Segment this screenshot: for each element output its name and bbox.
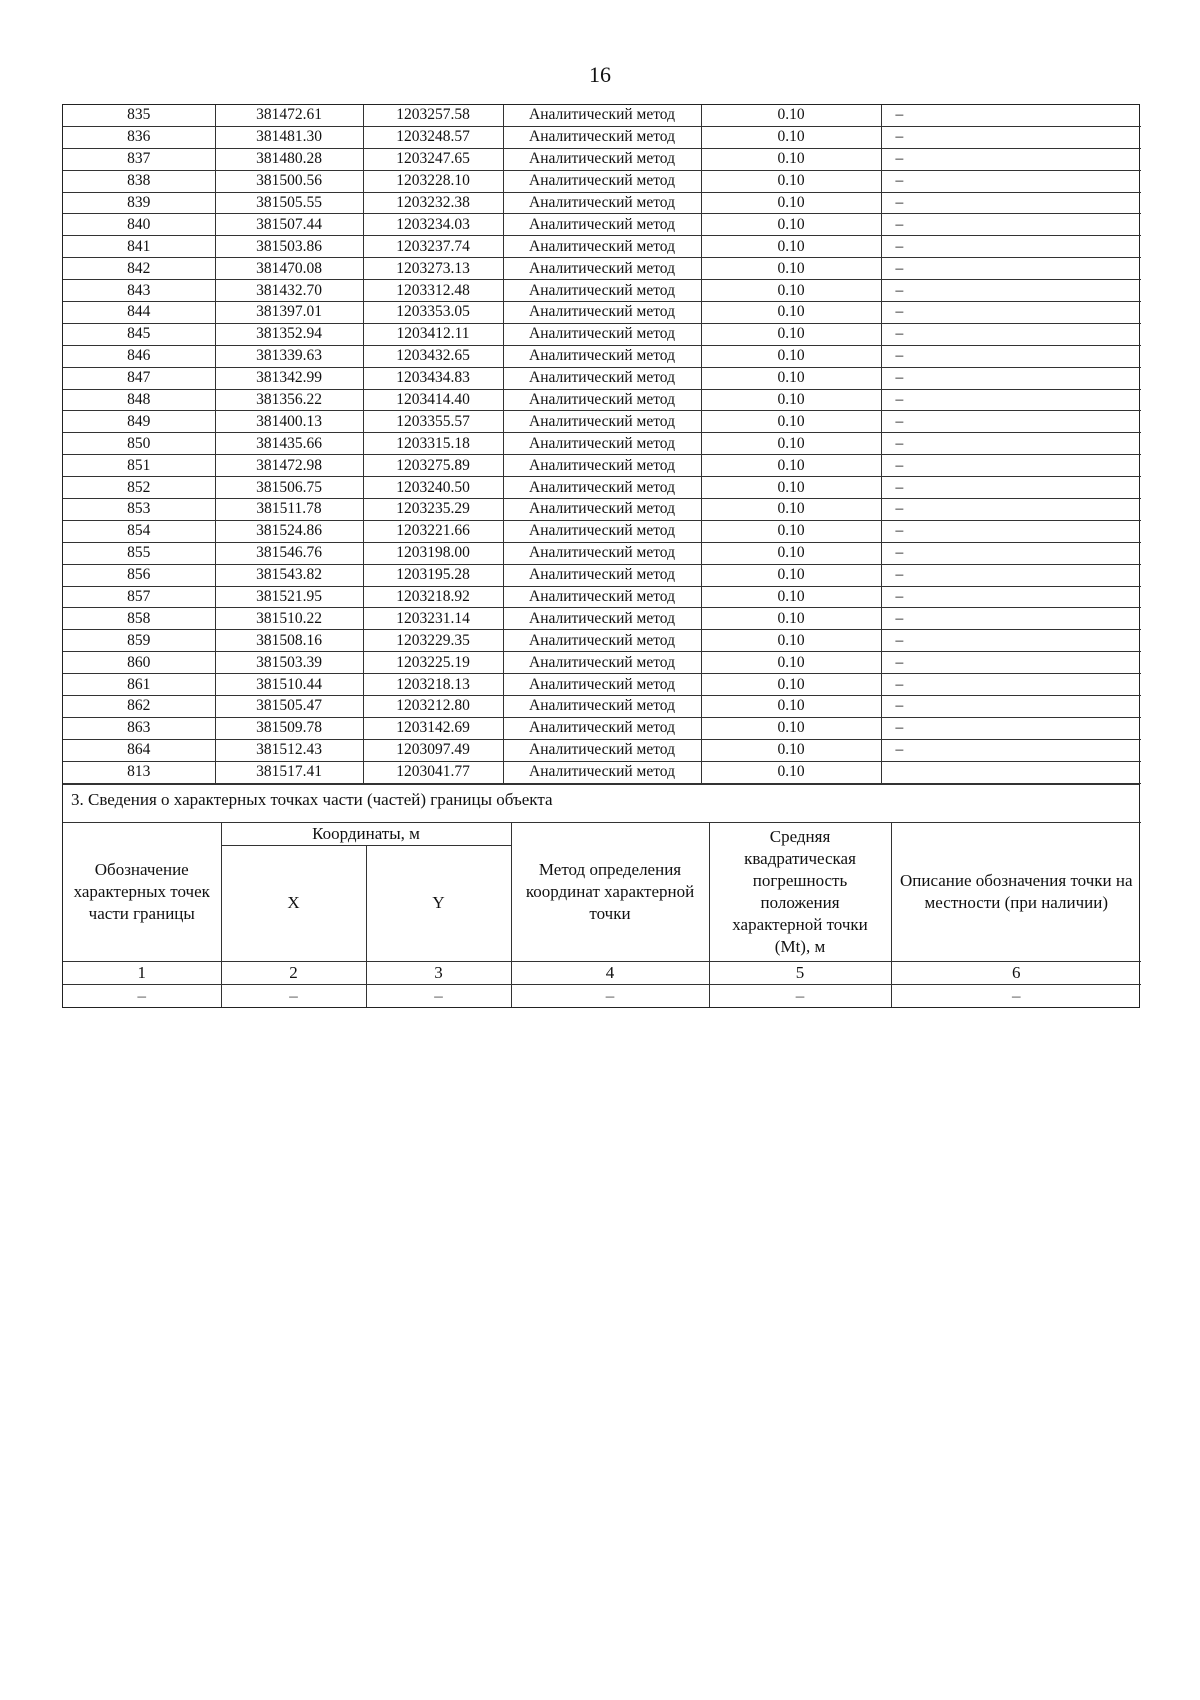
table-row	[63, 214, 1141, 236]
method-cell: Аналитический метод	[503, 564, 701, 586]
table-row	[63, 652, 1141, 674]
method-cell: Аналитический метод	[503, 477, 701, 499]
method-cell: Аналитический метод	[503, 323, 701, 345]
description-cell: –	[881, 258, 1141, 280]
header-coordinates: Координаты, м	[221, 822, 511, 845]
point-number-cell: 846	[63, 345, 215, 367]
method-cell: Аналитический метод	[503, 630, 701, 652]
table-row	[63, 564, 1141, 586]
method-cell: Аналитический метод	[503, 389, 701, 411]
y-coordinate-cell: 1203240.50	[363, 477, 503, 499]
method-cell: Аналитический метод	[503, 258, 701, 280]
point-number-cell: 863	[63, 717, 215, 739]
method-cell: Аналитический метод	[503, 214, 701, 236]
y-coordinate-cell: 1203312.48	[363, 280, 503, 302]
column-number: 2	[221, 961, 366, 984]
table-row	[63, 258, 1141, 280]
point-number-cell: 852	[63, 477, 215, 499]
error-cell: 0.10	[701, 192, 881, 214]
method-cell: Аналитический метод	[503, 170, 701, 192]
description-cell: –	[881, 302, 1141, 324]
table-row	[63, 433, 1141, 455]
table-row	[63, 674, 1141, 696]
x-coordinate-cell: 381480.28	[215, 148, 363, 170]
error-cell: 0.10	[701, 389, 881, 411]
page-number: 16	[589, 62, 611, 87]
x-coordinate-cell: 381505.55	[215, 192, 363, 214]
error-cell: 0.10	[701, 674, 881, 696]
point-number-cell: 862	[63, 696, 215, 718]
table-row	[63, 586, 1141, 608]
method-cell: Аналитический метод	[503, 696, 701, 718]
error-cell: 0.10	[701, 455, 881, 477]
x-coordinate-cell: 381481.30	[215, 126, 363, 148]
x-coordinate-cell: 381517.41	[215, 761, 363, 783]
description-cell: –	[881, 280, 1141, 302]
table-row	[63, 696, 1141, 718]
description-cell: –	[881, 717, 1141, 739]
y-coordinate-cell: 1203234.03	[363, 214, 503, 236]
y-coordinate-cell: 1203434.83	[363, 367, 503, 389]
y-coordinate-cell: 1203315.18	[363, 433, 503, 455]
empty-cell: –	[366, 984, 511, 1007]
x-coordinate-cell: 381506.75	[215, 477, 363, 499]
y-coordinate-cell: 1203198.00	[363, 542, 503, 564]
description-cell: –	[881, 739, 1141, 761]
description-cell: –	[881, 564, 1141, 586]
error-cell: 0.10	[701, 696, 881, 718]
y-coordinate-cell: 1203218.13	[363, 674, 503, 696]
description-cell: –	[881, 367, 1141, 389]
x-coordinate-cell: 381508.16	[215, 630, 363, 652]
table-row	[63, 389, 1141, 411]
method-cell: Аналитический метод	[503, 520, 701, 542]
x-coordinate-cell: 381339.63	[215, 345, 363, 367]
empty-cell: –	[511, 984, 709, 1007]
error-cell: 0.10	[701, 630, 881, 652]
error-cell: 0.10	[701, 652, 881, 674]
point-number-cell: 836	[63, 126, 215, 148]
point-number-cell: 851	[63, 455, 215, 477]
description-cell: –	[881, 389, 1141, 411]
table-row	[63, 761, 1141, 783]
description-cell: –	[881, 345, 1141, 367]
y-coordinate-cell: 1203229.35	[363, 630, 503, 652]
error-cell: 0.10	[701, 148, 881, 170]
y-coordinate-cell: 1203218.92	[363, 586, 503, 608]
header-method: Метод определения координат характерной точки	[511, 822, 709, 961]
error-cell: 0.10	[701, 477, 881, 499]
table-row	[63, 192, 1141, 214]
method-cell: Аналитический метод	[503, 367, 701, 389]
point-number-cell: 857	[63, 586, 215, 608]
description-cell: –	[881, 192, 1141, 214]
table-row	[63, 323, 1141, 345]
x-coordinate-cell: 381500.56	[215, 170, 363, 192]
point-number-cell: 855	[63, 542, 215, 564]
point-number-cell: 849	[63, 411, 215, 433]
point-number-cell: 838	[63, 170, 215, 192]
point-number-cell: 861	[63, 674, 215, 696]
table-row	[63, 105, 1141, 126]
error-cell: 0.10	[701, 739, 881, 761]
point-number-cell: 841	[63, 236, 215, 258]
error-cell: 0.10	[701, 520, 881, 542]
table-row	[63, 455, 1141, 477]
error-cell: 0.10	[701, 302, 881, 324]
x-coordinate-cell: 381342.99	[215, 367, 363, 389]
method-cell: Аналитический метод	[503, 345, 701, 367]
method-cell: Аналитический метод	[503, 608, 701, 630]
point-number-cell: 853	[63, 499, 215, 521]
point-number-cell: 860	[63, 652, 215, 674]
x-coordinate-cell: 381503.86	[215, 236, 363, 258]
description-cell: –	[881, 214, 1141, 236]
method-cell: Аналитический метод	[503, 192, 701, 214]
x-coordinate-cell: 381543.82	[215, 564, 363, 586]
error-cell: 0.10	[701, 214, 881, 236]
table-row	[63, 717, 1141, 739]
point-number-cell: 844	[63, 302, 215, 324]
y-coordinate-cell: 1203432.65	[363, 345, 503, 367]
description-cell: –	[881, 170, 1141, 192]
y-coordinate-cell: 1203235.29	[363, 499, 503, 521]
y-coordinate-cell: 1203275.89	[363, 455, 503, 477]
y-coordinate-cell: 1203097.49	[363, 739, 503, 761]
y-coordinate-cell: 1203212.80	[363, 696, 503, 718]
y-coordinate-cell: 1203231.14	[363, 608, 503, 630]
point-number-cell: 837	[63, 148, 215, 170]
y-coordinate-cell: 1203257.58	[363, 105, 503, 126]
table-row	[63, 236, 1141, 258]
table-row	[63, 608, 1141, 630]
method-cell: Аналитический метод	[503, 433, 701, 455]
description-cell: –	[881, 323, 1141, 345]
description-cell: –	[881, 236, 1141, 258]
table-row	[63, 411, 1141, 433]
point-number-cell: 835	[63, 105, 215, 126]
description-cell: –	[881, 433, 1141, 455]
empty-cell: –	[709, 984, 891, 1007]
error-cell: 0.10	[701, 608, 881, 630]
x-coordinate-cell: 381432.70	[215, 280, 363, 302]
x-coordinate-cell: 381503.39	[215, 652, 363, 674]
error-cell: 0.10	[701, 499, 881, 521]
method-cell: Аналитический метод	[503, 542, 701, 564]
y-coordinate-cell: 1203195.28	[363, 564, 503, 586]
y-coordinate-cell: 1203248.57	[363, 126, 503, 148]
y-coordinate-cell: 1203273.13	[363, 258, 503, 280]
error-cell: 0.10	[701, 717, 881, 739]
y-coordinate-cell: 1203232.38	[363, 192, 503, 214]
table-row	[63, 739, 1141, 761]
method-cell: Аналитический метод	[503, 302, 701, 324]
column-number: 3	[366, 961, 511, 984]
error-cell: 0.10	[701, 258, 881, 280]
y-coordinate-cell: 1203237.74	[363, 236, 503, 258]
header-error: Средняя квадратическая погрешность положения характерной точки (Mt), м	[709, 822, 891, 961]
x-coordinate-cell: 381509.78	[215, 717, 363, 739]
error-cell: 0.10	[701, 564, 881, 586]
error-cell: 0.10	[701, 433, 881, 455]
x-coordinate-cell: 381397.01	[215, 302, 363, 324]
description-cell: –	[881, 674, 1141, 696]
empty-cell: –	[63, 984, 221, 1007]
description-cell: –	[881, 455, 1141, 477]
x-coordinate-cell: 381510.22	[215, 608, 363, 630]
x-coordinate-cell: 381507.44	[215, 214, 363, 236]
point-number-cell: 859	[63, 630, 215, 652]
y-coordinate-cell: 1203221.66	[363, 520, 503, 542]
x-coordinate-cell: 381400.13	[215, 411, 363, 433]
point-number-cell: 854	[63, 520, 215, 542]
column-number: 6	[891, 961, 1141, 984]
method-cell: Аналитический метод	[503, 499, 701, 521]
x-coordinate-cell: 381435.66	[215, 433, 363, 455]
description-cell: –	[881, 542, 1141, 564]
column-number: 4	[511, 961, 709, 984]
error-cell: 0.10	[701, 170, 881, 192]
error-cell: 0.10	[701, 105, 881, 126]
method-cell: Аналитический метод	[503, 652, 701, 674]
point-number-cell: 847	[63, 367, 215, 389]
description-cell: –	[881, 477, 1141, 499]
description-cell: –	[881, 696, 1141, 718]
x-coordinate-cell: 381511.78	[215, 499, 363, 521]
column-number: 1	[63, 961, 221, 984]
error-cell: 0.10	[701, 323, 881, 345]
point-number-cell: 839	[63, 192, 215, 214]
method-cell: Аналитический метод	[503, 280, 701, 302]
method-cell: Аналитический метод	[503, 717, 701, 739]
method-cell: Аналитический метод	[503, 674, 701, 696]
error-cell: 0.10	[701, 761, 881, 783]
header-y: Y	[366, 845, 511, 961]
point-number-cell: 850	[63, 433, 215, 455]
table-row	[63, 280, 1141, 302]
description-cell: –	[881, 105, 1141, 126]
table-row	[63, 630, 1141, 652]
method-cell: Аналитический метод	[503, 148, 701, 170]
description-cell: –	[881, 499, 1141, 521]
table-row	[63, 126, 1141, 148]
empty-cell: –	[221, 984, 366, 1007]
description-cell: –	[881, 652, 1141, 674]
error-cell: 0.10	[701, 586, 881, 608]
coordinates-table	[63, 105, 1141, 784]
table-row	[63, 477, 1141, 499]
empty-cell: –	[891, 984, 1141, 1007]
method-cell: Аналитический метод	[503, 761, 701, 783]
method-cell: Аналитический метод	[503, 126, 701, 148]
method-cell: Аналитический метод	[503, 739, 701, 761]
description-cell: –	[881, 608, 1141, 630]
column-numbers-row	[63, 961, 1141, 984]
y-coordinate-cell: 1203041.77	[363, 761, 503, 783]
y-coordinate-cell: 1203414.40	[363, 389, 503, 411]
y-coordinate-cell: 1203142.69	[363, 717, 503, 739]
table-row	[63, 499, 1141, 521]
header-point-designation: Обозначение характерных точек части границы	[63, 822, 221, 961]
error-cell: 0.10	[701, 367, 881, 389]
y-coordinate-cell: 1203355.57	[363, 411, 503, 433]
x-coordinate-cell: 381505.47	[215, 696, 363, 718]
point-number-cell: 813	[63, 761, 215, 783]
description-cell: –	[881, 586, 1141, 608]
y-coordinate-cell: 1203412.11	[363, 323, 503, 345]
header-x: X	[221, 845, 366, 961]
x-coordinate-cell: 381352.94	[215, 323, 363, 345]
description-cell: –	[881, 520, 1141, 542]
x-coordinate-cell: 381521.95	[215, 586, 363, 608]
error-cell: 0.10	[701, 542, 881, 564]
method-cell: Аналитический метод	[503, 236, 701, 258]
error-cell: 0.10	[701, 126, 881, 148]
y-coordinate-cell: 1203225.19	[363, 652, 503, 674]
method-cell: Аналитический метод	[503, 455, 701, 477]
point-number-cell: 856	[63, 564, 215, 586]
table-row	[63, 542, 1141, 564]
method-cell: Аналитический метод	[503, 586, 701, 608]
x-coordinate-cell: 381472.98	[215, 455, 363, 477]
description-cell: –	[881, 148, 1141, 170]
x-coordinate-cell: 381472.61	[215, 105, 363, 126]
x-coordinate-cell: 381512.43	[215, 739, 363, 761]
point-number-cell: 840	[63, 214, 215, 236]
point-number-cell: 848	[63, 389, 215, 411]
y-coordinate-cell: 1203228.10	[363, 170, 503, 192]
table-row	[63, 367, 1141, 389]
table-row	[63, 520, 1141, 542]
header-description: Описание обозначения точки на местности (при наличии)	[891, 822, 1141, 961]
error-cell: 0.10	[701, 280, 881, 302]
section-3-table	[63, 822, 1141, 1007]
y-coordinate-cell: 1203247.65	[363, 148, 503, 170]
x-coordinate-cell: 381470.08	[215, 258, 363, 280]
document-frame	[62, 104, 1140, 1008]
description-cell: –	[881, 411, 1141, 433]
column-number: 5	[709, 961, 891, 984]
x-coordinate-cell: 381546.76	[215, 542, 363, 564]
table-row	[63, 148, 1141, 170]
error-cell: 0.10	[701, 236, 881, 258]
table-row	[63, 302, 1141, 324]
error-cell: 0.10	[701, 411, 881, 433]
point-number-cell: 843	[63, 280, 215, 302]
point-number-cell: 858	[63, 608, 215, 630]
description-cell	[881, 761, 1141, 783]
point-number-cell: 864	[63, 739, 215, 761]
error-cell: 0.10	[701, 345, 881, 367]
y-coordinate-cell: 1203353.05	[363, 302, 503, 324]
table-row	[63, 345, 1141, 367]
section-3-title: 3. Сведения о характерных точках части (частей) границы объекта	[63, 784, 1139, 822]
x-coordinate-cell: 381524.86	[215, 520, 363, 542]
x-coordinate-cell: 381356.22	[215, 389, 363, 411]
point-number-cell: 845	[63, 323, 215, 345]
method-cell: Аналитический метод	[503, 105, 701, 126]
method-cell: Аналитический метод	[503, 411, 701, 433]
description-cell: –	[881, 630, 1141, 652]
description-cell: –	[881, 126, 1141, 148]
x-coordinate-cell: 381510.44	[215, 674, 363, 696]
empty-data-row	[63, 984, 1141, 1007]
point-number-cell: 842	[63, 258, 215, 280]
table-row	[63, 170, 1141, 192]
